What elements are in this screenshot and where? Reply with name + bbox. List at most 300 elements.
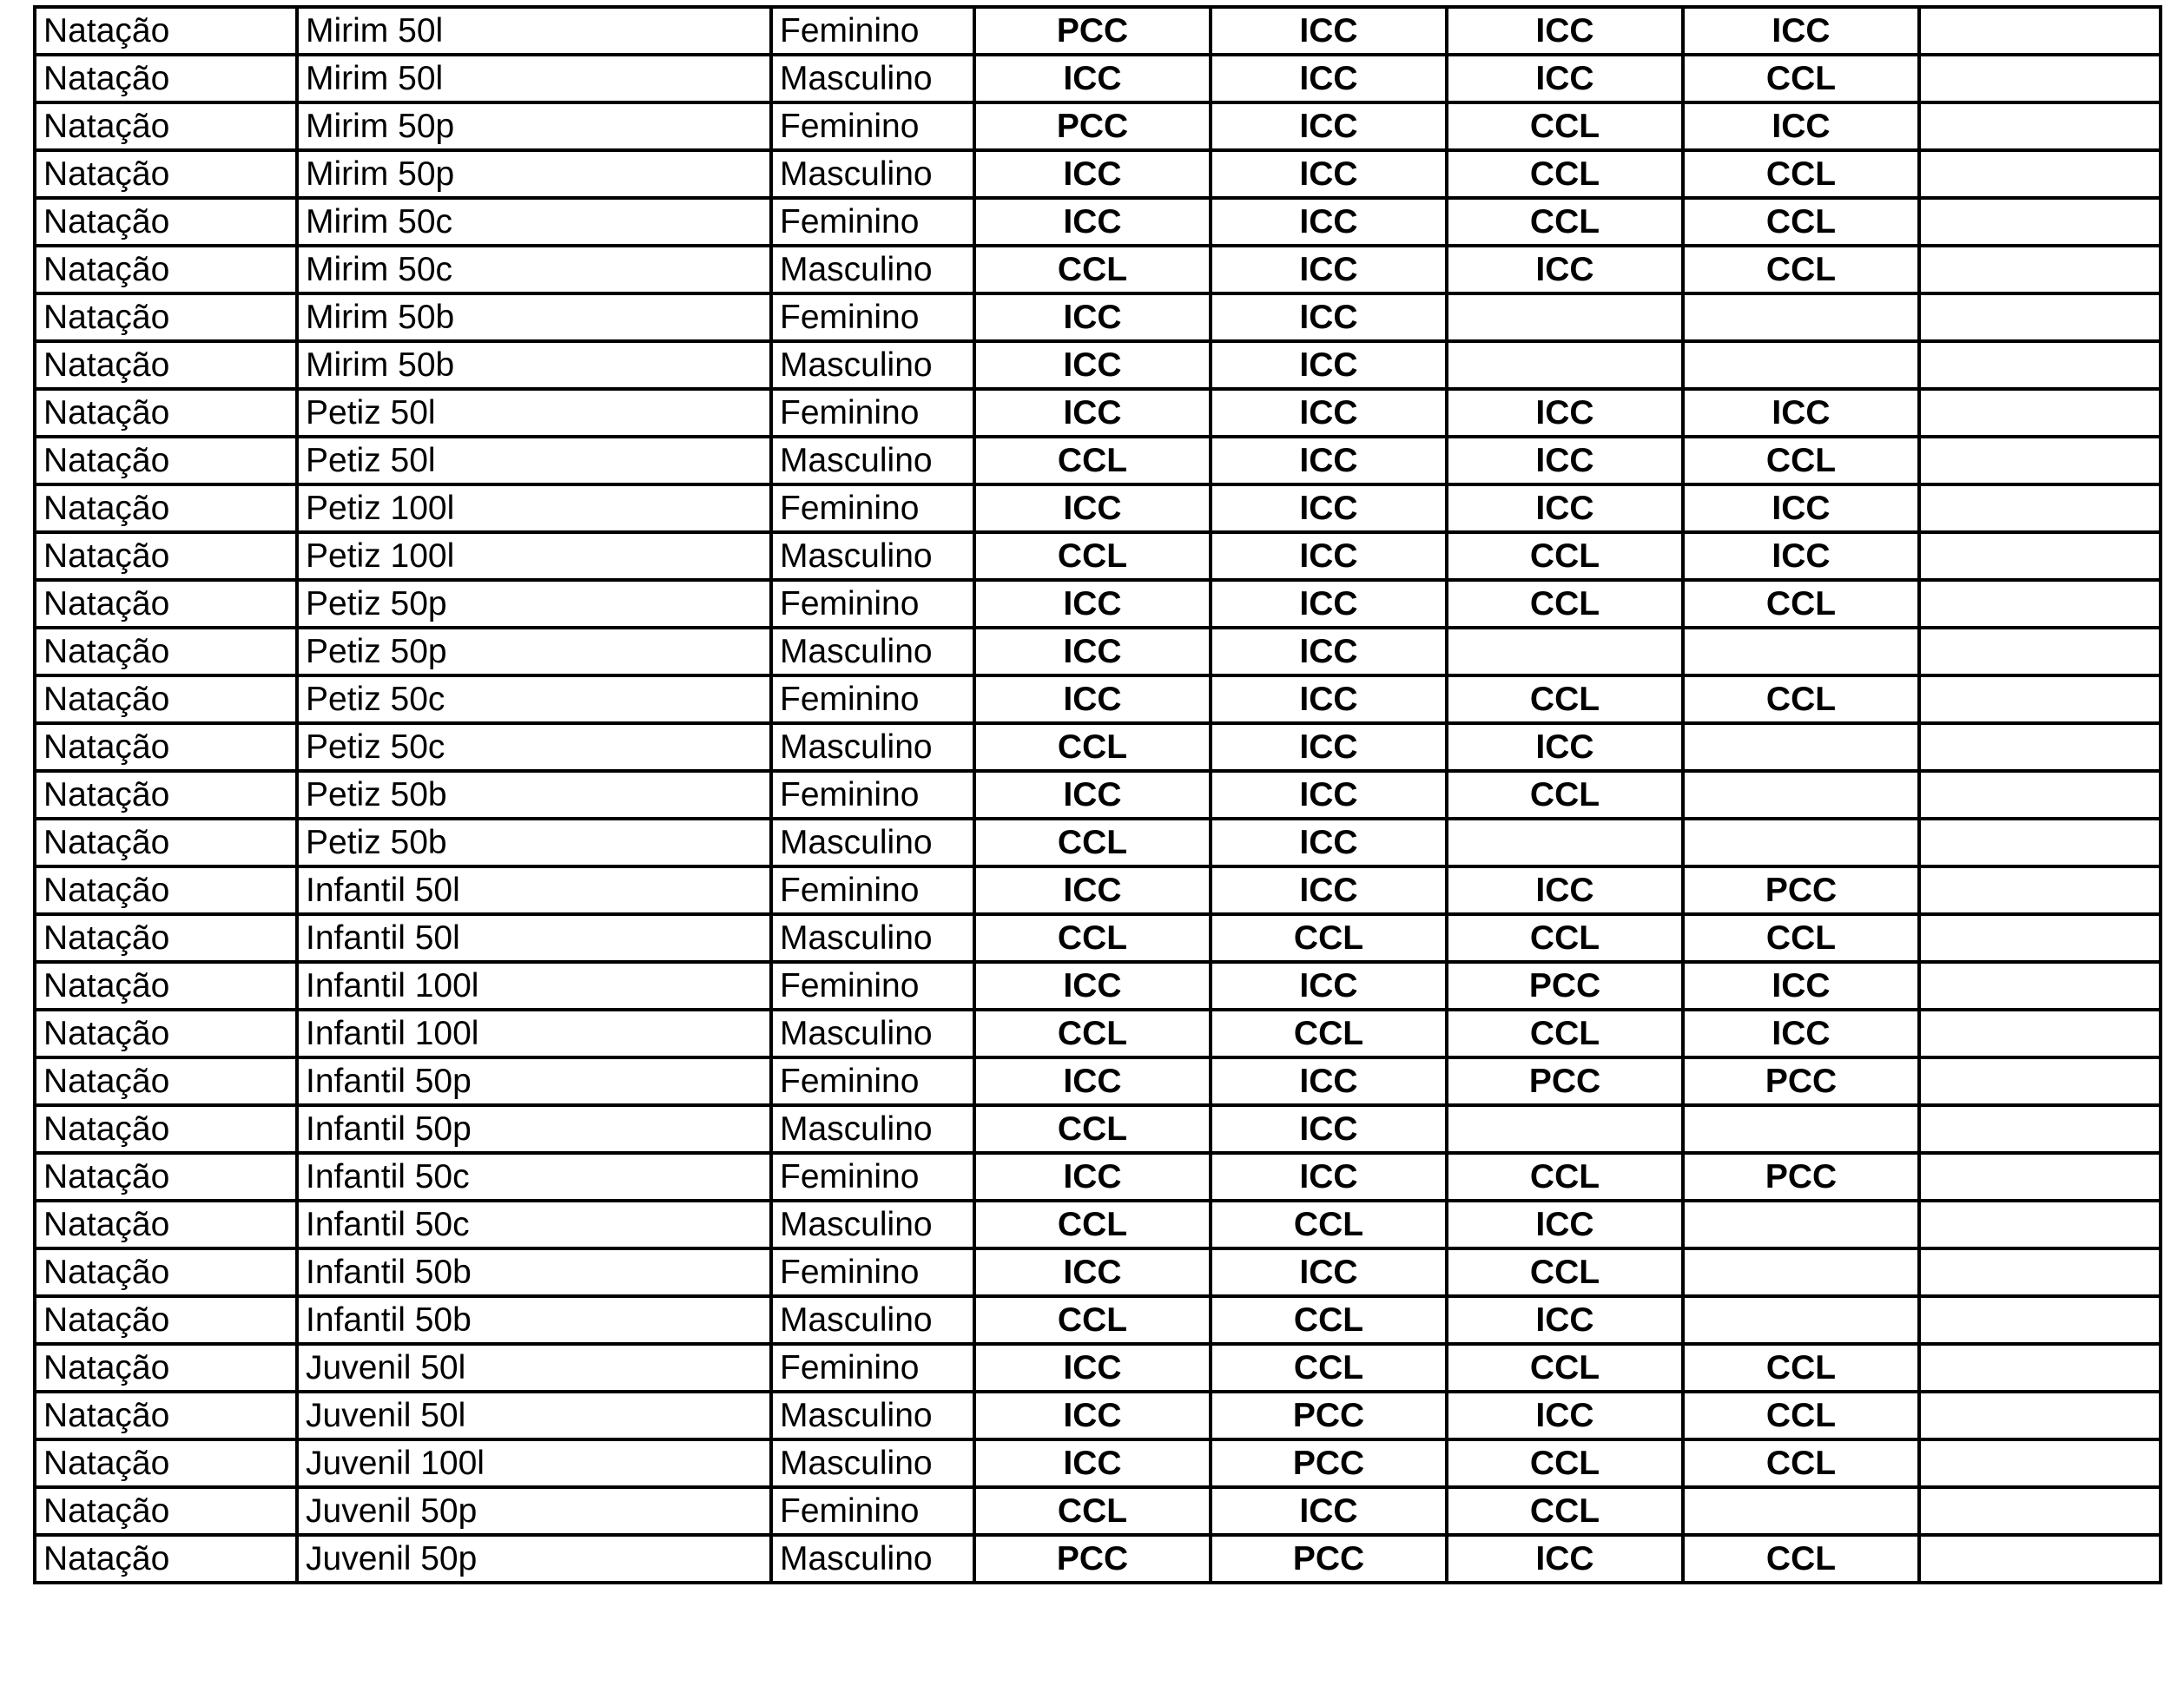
result-cell-3[interactable]: CCL xyxy=(1447,580,1683,628)
event-cell[interactable]: Mirim 50b xyxy=(297,341,771,389)
result-cell-3[interactable]: ICC xyxy=(1447,246,1683,293)
result-cell-1[interactable]: ICC xyxy=(974,628,1211,675)
results-sheet xyxy=(33,5,2159,1584)
gender-cell[interactable]: Feminino xyxy=(771,1487,974,1535)
result-cell-5[interactable] xyxy=(1919,1201,2161,1248)
table-row xyxy=(35,675,2161,723)
table-row xyxy=(35,389,2161,437)
result-cell-2[interactable]: ICC xyxy=(1211,198,1447,246)
result-cell-5[interactable] xyxy=(1919,7,2161,55)
result-cell-3[interactable]: ICC xyxy=(1447,1392,1683,1439)
result-cell-3[interactable]: CCL xyxy=(1447,198,1683,246)
table-row xyxy=(35,246,2161,293)
result-cell-5[interactable] xyxy=(1919,580,2161,628)
result-cell-1[interactable]: PCC xyxy=(974,7,1211,55)
gender-cell[interactable]: Masculino xyxy=(771,914,974,962)
gender-cell[interactable]: Masculino xyxy=(771,1010,974,1057)
result-cell-2[interactable]: ICC xyxy=(1211,102,1447,150)
result-cell-4[interactable] xyxy=(1683,771,1919,819)
table-row xyxy=(35,1057,2161,1105)
result-cell-4[interactable] xyxy=(1683,293,1919,341)
result-cell-2[interactable]: CCL xyxy=(1211,1010,1447,1057)
result-cell-4[interactable] xyxy=(1683,341,1919,389)
event-cell[interactable]: Petiz 50p xyxy=(297,628,771,675)
result-cell-1[interactable]: ICC xyxy=(974,580,1211,628)
result-cell-3[interactable]: CCL xyxy=(1447,1010,1683,1057)
table-row xyxy=(35,437,2161,484)
event-cell[interactable]: Juvenil 50p xyxy=(297,1535,771,1583)
event-cell[interactable]: Petiz 50l xyxy=(297,437,771,484)
result-cell-1[interactable]: CCL xyxy=(974,819,1211,866)
gender-cell[interactable]: Masculino xyxy=(771,1105,974,1153)
result-cell-4[interactable]: PCC xyxy=(1683,1057,1919,1105)
result-cell-1[interactable]: CCL xyxy=(974,437,1211,484)
event-cell[interactable]: Infantil 100l xyxy=(297,1010,771,1057)
result-cell-4[interactable]: ICC xyxy=(1683,962,1919,1010)
sport-cell[interactable]: Natação xyxy=(35,1153,297,1201)
sport-cell[interactable]: Natação xyxy=(35,55,297,102)
result-cell-4[interactable]: CCL xyxy=(1683,437,1919,484)
event-cell[interactable]: Infantil 50l xyxy=(297,866,771,914)
result-cell-5[interactable] xyxy=(1919,102,2161,150)
result-cell-4[interactable]: CCL xyxy=(1683,55,1919,102)
result-cell-1[interactable]: ICC xyxy=(974,293,1211,341)
result-cell-2[interactable]: ICC xyxy=(1211,962,1447,1010)
result-cell-3[interactable]: PCC xyxy=(1447,962,1683,1010)
gender-cell[interactable]: Masculino xyxy=(771,723,974,771)
result-cell-3[interactable]: CCL xyxy=(1447,1487,1683,1535)
result-cell-5[interactable] xyxy=(1919,1344,2161,1392)
result-cell-1[interactable]: ICC xyxy=(974,150,1211,198)
result-cell-2[interactable]: ICC xyxy=(1211,1057,1447,1105)
result-cell-3[interactable]: ICC xyxy=(1447,1535,1683,1583)
result-cell-2[interactable]: ICC xyxy=(1211,389,1447,437)
gender-cell[interactable]: Feminino xyxy=(771,484,974,532)
gender-cell[interactable]: Feminino xyxy=(771,7,974,55)
event-cell[interactable]: Mirim 50c xyxy=(297,246,771,293)
table-row xyxy=(35,1010,2161,1057)
result-cell-4[interactable]: ICC xyxy=(1683,1010,1919,1057)
gender-cell[interactable]: Masculino xyxy=(771,55,974,102)
result-cell-2[interactable]: ICC xyxy=(1211,293,1447,341)
result-cell-4[interactable] xyxy=(1683,1296,1919,1344)
event-cell[interactable]: Infantil 50p xyxy=(297,1105,771,1153)
result-cell-5[interactable] xyxy=(1919,628,2161,675)
result-cell-3[interactable] xyxy=(1447,341,1683,389)
result-cell-4[interactable]: CCL xyxy=(1683,914,1919,962)
event-cell[interactable]: Petiz 50l xyxy=(297,389,771,437)
sport-cell[interactable]: Natação xyxy=(35,1296,297,1344)
sport-cell[interactable]: Natação xyxy=(35,1105,297,1153)
table-row xyxy=(35,1487,2161,1535)
result-cell-5[interactable] xyxy=(1919,723,2161,771)
sport-cell[interactable]: Natação xyxy=(35,1535,297,1583)
gender-cell[interactable]: Masculino xyxy=(771,1201,974,1248)
result-cell-4[interactable] xyxy=(1683,1201,1919,1248)
result-cell-5[interactable] xyxy=(1919,866,2161,914)
result-cell-1[interactable]: CCL xyxy=(974,246,1211,293)
table-row xyxy=(35,150,2161,198)
result-cell-1[interactable]: CCL xyxy=(974,914,1211,962)
result-cell-5[interactable] xyxy=(1919,1057,2161,1105)
result-cell-2[interactable]: ICC xyxy=(1211,532,1447,580)
result-cell-1[interactable]: ICC xyxy=(974,962,1211,1010)
event-cell[interactable]: Infantil 50c xyxy=(297,1201,771,1248)
sport-cell[interactable]: Natação xyxy=(35,1344,297,1392)
result-cell-4[interactable] xyxy=(1683,723,1919,771)
gender-cell[interactable]: Masculino xyxy=(771,1392,974,1439)
table-row xyxy=(35,962,2161,1010)
result-cell-1[interactable]: CCL xyxy=(974,1296,1211,1344)
result-cell-2[interactable]: ICC xyxy=(1211,484,1447,532)
result-cell-1[interactable]: ICC xyxy=(974,866,1211,914)
result-cell-2[interactable]: ICC xyxy=(1211,1105,1447,1153)
table-row xyxy=(35,102,2161,150)
result-cell-4[interactable] xyxy=(1683,1248,1919,1296)
table-row xyxy=(35,198,2161,246)
result-cell-2[interactable]: CCL xyxy=(1211,914,1447,962)
result-cell-4[interactable]: CCL xyxy=(1683,198,1919,246)
table-row xyxy=(35,580,2161,628)
result-cell-3[interactable]: CCL xyxy=(1447,1439,1683,1487)
result-cell-2[interactable]: ICC xyxy=(1211,819,1447,866)
result-cell-3[interactable]: CCL xyxy=(1447,914,1683,962)
sport-cell[interactable]: Natação xyxy=(35,389,297,437)
sport-cell[interactable]: Natação xyxy=(35,1057,297,1105)
result-cell-3[interactable]: ICC xyxy=(1447,1201,1683,1248)
sport-cell[interactable]: Natação xyxy=(35,962,297,1010)
result-cell-4[interactable]: CCL xyxy=(1683,150,1919,198)
gender-cell[interactable]: Masculino xyxy=(771,1535,974,1583)
result-cell-2[interactable]: PCC xyxy=(1211,1535,1447,1583)
table-row xyxy=(35,1439,2161,1487)
result-cell-2[interactable]: ICC xyxy=(1211,580,1447,628)
table-row xyxy=(35,1296,2161,1344)
result-cell-5[interactable] xyxy=(1919,1535,2161,1583)
table-row xyxy=(35,484,2161,532)
sport-cell[interactable]: Natação xyxy=(35,437,297,484)
result-cell-5[interactable] xyxy=(1919,962,2161,1010)
gender-cell[interactable]: Masculino xyxy=(771,1296,974,1344)
result-cell-3[interactable] xyxy=(1447,293,1683,341)
table-row xyxy=(35,723,2161,771)
event-cell[interactable]: Infantil 50c xyxy=(297,1153,771,1201)
result-cell-5[interactable] xyxy=(1919,1439,2161,1487)
result-cell-4[interactable]: CCL xyxy=(1683,1392,1919,1439)
event-cell[interactable]: Petiz 50c xyxy=(297,675,771,723)
event-cell[interactable]: Infantil 50l xyxy=(297,914,771,962)
result-cell-4[interactable]: CCL xyxy=(1683,246,1919,293)
result-cell-3[interactable] xyxy=(1447,1105,1683,1153)
gender-cell[interactable]: Masculino xyxy=(771,437,974,484)
result-cell-1[interactable]: ICC xyxy=(974,1344,1211,1392)
gender-cell[interactable]: Feminino xyxy=(771,389,974,437)
event-cell[interactable]: Mirim 50l xyxy=(297,7,771,55)
result-cell-4[interactable]: PCC xyxy=(1683,866,1919,914)
result-cell-2[interactable]: ICC xyxy=(1211,1487,1447,1535)
sport-cell[interactable]: Natação xyxy=(35,914,297,962)
event-cell[interactable]: Mirim 50c xyxy=(297,198,771,246)
result-cell-5[interactable] xyxy=(1919,341,2161,389)
result-cell-1[interactable]: ICC xyxy=(974,198,1211,246)
result-cell-3[interactable]: CCL xyxy=(1447,532,1683,580)
result-cell-2[interactable]: ICC xyxy=(1211,437,1447,484)
result-cell-1[interactable]: ICC xyxy=(974,1153,1211,1201)
event-cell[interactable]: Juvenil 50l xyxy=(297,1344,771,1392)
gender-cell[interactable]: Feminino xyxy=(771,102,974,150)
gender-cell[interactable]: Feminino xyxy=(771,675,974,723)
gender-cell[interactable]: Feminino xyxy=(771,771,974,819)
result-cell-1[interactable]: CCL xyxy=(974,1105,1211,1153)
sport-cell[interactable]: Natação xyxy=(35,771,297,819)
event-cell[interactable]: Mirim 50p xyxy=(297,102,771,150)
result-cell-4[interactable]: CCL xyxy=(1683,1344,1919,1392)
result-cell-2[interactable]: ICC xyxy=(1211,1248,1447,1296)
result-cell-1[interactable]: CCL xyxy=(974,1010,1211,1057)
result-cell-2[interactable]: ICC xyxy=(1211,7,1447,55)
result-cell-5[interactable] xyxy=(1919,246,2161,293)
table-row xyxy=(35,55,2161,102)
event-cell[interactable]: Juvenil 50l xyxy=(297,1392,771,1439)
sport-cell[interactable]: Natação xyxy=(35,1010,297,1057)
result-cell-1[interactable]: ICC xyxy=(974,389,1211,437)
event-cell[interactable]: Mirim 50b xyxy=(297,293,771,341)
table-row xyxy=(35,532,2161,580)
result-cell-1[interactable]: ICC xyxy=(974,55,1211,102)
gender-cell[interactable]: Masculino xyxy=(771,628,974,675)
gender-cell[interactable]: Masculino xyxy=(771,246,974,293)
table-row xyxy=(35,293,2161,341)
result-cell-1[interactable]: CCL xyxy=(974,723,1211,771)
result-cell-5[interactable] xyxy=(1919,1010,2161,1057)
result-cell-2[interactable]: CCL xyxy=(1211,1201,1447,1248)
result-cell-3[interactable]: ICC xyxy=(1447,55,1683,102)
result-cell-5[interactable] xyxy=(1919,293,2161,341)
result-cell-3[interactable]: CCL xyxy=(1447,150,1683,198)
table-row xyxy=(35,866,2161,914)
table-row xyxy=(35,819,2161,866)
sport-cell[interactable]: Natação xyxy=(35,484,297,532)
table-row xyxy=(35,914,2161,962)
table-row xyxy=(35,1535,2161,1583)
result-cell-5[interactable] xyxy=(1919,1153,2161,1201)
gender-cell[interactable]: Feminino xyxy=(771,866,974,914)
result-cell-3[interactable]: CCL xyxy=(1447,675,1683,723)
event-cell[interactable]: Infantil 50b xyxy=(297,1296,771,1344)
gender-cell[interactable]: Masculino xyxy=(771,819,974,866)
sport-cell[interactable]: Natação xyxy=(35,1392,297,1439)
result-cell-5[interactable] xyxy=(1919,389,2161,437)
result-cell-3[interactable]: ICC xyxy=(1447,1296,1683,1344)
result-cell-2[interactable]: PCC xyxy=(1211,1439,1447,1487)
gender-cell[interactable]: Masculino xyxy=(771,1439,974,1487)
result-cell-3[interactable]: CCL xyxy=(1447,771,1683,819)
result-cell-2[interactable]: ICC xyxy=(1211,771,1447,819)
result-cell-1[interactable]: ICC xyxy=(974,341,1211,389)
event-cell[interactable]: Infantil 100l xyxy=(297,962,771,1010)
event-cell[interactable]: Infantil 50b xyxy=(297,1248,771,1296)
sport-cell[interactable]: Natação xyxy=(35,7,297,55)
result-cell-5[interactable] xyxy=(1919,1296,2161,1344)
event-cell[interactable]: Petiz 100l xyxy=(297,484,771,532)
result-cell-1[interactable]: CCL xyxy=(974,1201,1211,1248)
event-cell[interactable]: Juvenil 100l xyxy=(297,1439,771,1487)
gender-cell[interactable]: Feminino xyxy=(771,293,974,341)
gender-cell[interactable]: Masculino xyxy=(771,532,974,580)
result-cell-3[interactable]: ICC xyxy=(1447,437,1683,484)
table-row xyxy=(35,1201,2161,1248)
event-cell[interactable]: Petiz 50b xyxy=(297,819,771,866)
result-cell-4[interactable] xyxy=(1683,1105,1919,1153)
result-cell-1[interactable]: ICC xyxy=(974,484,1211,532)
result-cell-5[interactable] xyxy=(1919,437,2161,484)
gender-cell[interactable]: Feminino xyxy=(771,580,974,628)
result-cell-1[interactable]: ICC xyxy=(974,675,1211,723)
result-cell-5[interactable] xyxy=(1919,771,2161,819)
sport-cell[interactable]: Natação xyxy=(35,819,297,866)
result-cell-4[interactable]: CCL xyxy=(1683,675,1919,723)
result-cell-3[interactable]: CCL xyxy=(1447,1344,1683,1392)
sport-cell[interactable]: Natação xyxy=(35,1201,297,1248)
result-cell-1[interactable]: CCL xyxy=(974,1487,1211,1535)
result-cell-4[interactable]: ICC xyxy=(1683,532,1919,580)
result-cell-4[interactable] xyxy=(1683,1487,1919,1535)
result-cell-3[interactable]: ICC xyxy=(1447,389,1683,437)
result-cell-1[interactable]: PCC xyxy=(974,102,1211,150)
result-cell-3[interactable]: CCL xyxy=(1447,1153,1683,1201)
result-cell-5[interactable] xyxy=(1919,1105,2161,1153)
event-cell[interactable]: Mirim 50p xyxy=(297,150,771,198)
result-cell-2[interactable]: PCC xyxy=(1211,1392,1447,1439)
result-cell-3[interactable] xyxy=(1447,628,1683,675)
table-row xyxy=(35,1105,2161,1153)
result-cell-5[interactable] xyxy=(1919,819,2161,866)
gender-cell[interactable]: Masculino xyxy=(771,150,974,198)
table-row xyxy=(35,1153,2161,1201)
result-cell-4[interactable]: ICC xyxy=(1683,102,1919,150)
result-cell-2[interactable]: ICC xyxy=(1211,628,1447,675)
result-cell-4[interactable]: ICC xyxy=(1683,484,1919,532)
result-cell-5[interactable] xyxy=(1919,1487,2161,1535)
result-cell-1[interactable]: CCL xyxy=(974,532,1211,580)
gender-cell[interactable]: Feminino xyxy=(771,1057,974,1105)
event-cell[interactable]: Mirim 50l xyxy=(297,55,771,102)
event-cell[interactable]: Petiz 50b xyxy=(297,771,771,819)
result-cell-3[interactable]: CCL xyxy=(1447,102,1683,150)
sport-cell[interactable]: Natação xyxy=(35,1487,297,1535)
result-cell-2[interactable]: ICC xyxy=(1211,866,1447,914)
sport-cell[interactable]: Natação xyxy=(35,293,297,341)
gender-cell[interactable]: Feminino xyxy=(771,1248,974,1296)
result-cell-3[interactable]: ICC xyxy=(1447,723,1683,771)
result-cell-4[interactable]: ICC xyxy=(1683,389,1919,437)
sport-cell[interactable]: Natação xyxy=(35,1439,297,1487)
result-cell-2[interactable]: CCL xyxy=(1211,1344,1447,1392)
result-cell-1[interactable]: ICC xyxy=(974,1057,1211,1105)
table-row xyxy=(35,7,2161,55)
sport-cell[interactable]: Natação xyxy=(35,1248,297,1296)
result-cell-3[interactable]: ICC xyxy=(1447,484,1683,532)
result-cell-5[interactable] xyxy=(1919,1392,2161,1439)
result-cell-3[interactable]: ICC xyxy=(1447,866,1683,914)
gender-cell[interactable]: Feminino xyxy=(771,1153,974,1201)
table-row xyxy=(35,341,2161,389)
result-cell-4[interactable]: CCL xyxy=(1683,1439,1919,1487)
result-cell-2[interactable]: CCL xyxy=(1211,1296,1447,1344)
result-cell-2[interactable]: ICC xyxy=(1211,55,1447,102)
result-cell-3[interactable] xyxy=(1447,819,1683,866)
result-cell-3[interactable]: CCL xyxy=(1447,1248,1683,1296)
result-cell-4[interactable] xyxy=(1683,819,1919,866)
result-cell-1[interactable]: ICC xyxy=(974,1439,1211,1487)
result-cell-2[interactable]: ICC xyxy=(1211,723,1447,771)
event-cell[interactable]: Petiz 100l xyxy=(297,532,771,580)
result-cell-2[interactable]: ICC xyxy=(1211,150,1447,198)
table-body xyxy=(35,7,2161,1583)
result-cell-4[interactable]: ICC xyxy=(1683,7,1919,55)
table-row xyxy=(35,1248,2161,1296)
result-cell-5[interactable] xyxy=(1919,675,2161,723)
result-cell-2[interactable]: ICC xyxy=(1211,675,1447,723)
table-row xyxy=(35,1344,2161,1392)
table-row xyxy=(35,628,2161,675)
result-cell-1[interactable]: ICC xyxy=(974,1248,1211,1296)
result-cell-5[interactable] xyxy=(1919,1248,2161,1296)
result-cell-2[interactable]: ICC xyxy=(1211,341,1447,389)
event-cell[interactable]: Infantil 50p xyxy=(297,1057,771,1105)
sport-cell[interactable]: Natação xyxy=(35,628,297,675)
result-cell-3[interactable]: PCC xyxy=(1447,1057,1683,1105)
event-cell[interactable]: Petiz 50c xyxy=(297,723,771,771)
result-cell-5[interactable] xyxy=(1919,150,2161,198)
result-cell-4[interactable] xyxy=(1683,628,1919,675)
sport-cell[interactable]: Natação xyxy=(35,532,297,580)
result-cell-5[interactable] xyxy=(1919,55,2161,102)
sport-cell[interactable]: Natação xyxy=(35,723,297,771)
event-cell[interactable]: Petiz 50p xyxy=(297,580,771,628)
result-cell-4[interactable]: CCL xyxy=(1683,1535,1919,1583)
gender-cell[interactable]: Feminino xyxy=(771,198,974,246)
sport-cell[interactable]: Natação xyxy=(35,198,297,246)
gender-cell[interactable]: Feminino xyxy=(771,1344,974,1392)
table-row xyxy=(35,1392,2161,1439)
sport-cell[interactable]: Natação xyxy=(35,102,297,150)
table-row xyxy=(35,771,2161,819)
result-cell-1[interactable]: ICC xyxy=(974,1392,1211,1439)
result-cell-5[interactable] xyxy=(1919,484,2161,532)
result-cell-5[interactable] xyxy=(1919,532,2161,580)
sport-cell[interactable]: Natação xyxy=(35,675,297,723)
sport-cell[interactable]: Natação xyxy=(35,866,297,914)
result-cell-3[interactable]: ICC xyxy=(1447,7,1683,55)
gender-cell[interactable]: Feminino xyxy=(771,962,974,1010)
sport-cell[interactable]: Natação xyxy=(35,246,297,293)
results-table xyxy=(33,5,2162,1584)
result-cell-1[interactable]: ICC xyxy=(974,771,1211,819)
result-cell-5[interactable] xyxy=(1919,914,2161,962)
sport-cell[interactable]: Natação xyxy=(35,150,297,198)
sport-cell[interactable]: Natação xyxy=(35,341,297,389)
result-cell-2[interactable]: ICC xyxy=(1211,246,1447,293)
event-cell[interactable]: Juvenil 50p xyxy=(297,1487,771,1535)
gender-cell[interactable]: Masculino xyxy=(771,341,974,389)
result-cell-5[interactable] xyxy=(1919,198,2161,246)
result-cell-1[interactable]: PCC xyxy=(974,1535,1211,1583)
result-cell-4[interactable]: CCL xyxy=(1683,580,1919,628)
result-cell-4[interactable]: PCC xyxy=(1683,1153,1919,1201)
result-cell-2[interactable]: ICC xyxy=(1211,1153,1447,1201)
sport-cell[interactable]: Natação xyxy=(35,580,297,628)
